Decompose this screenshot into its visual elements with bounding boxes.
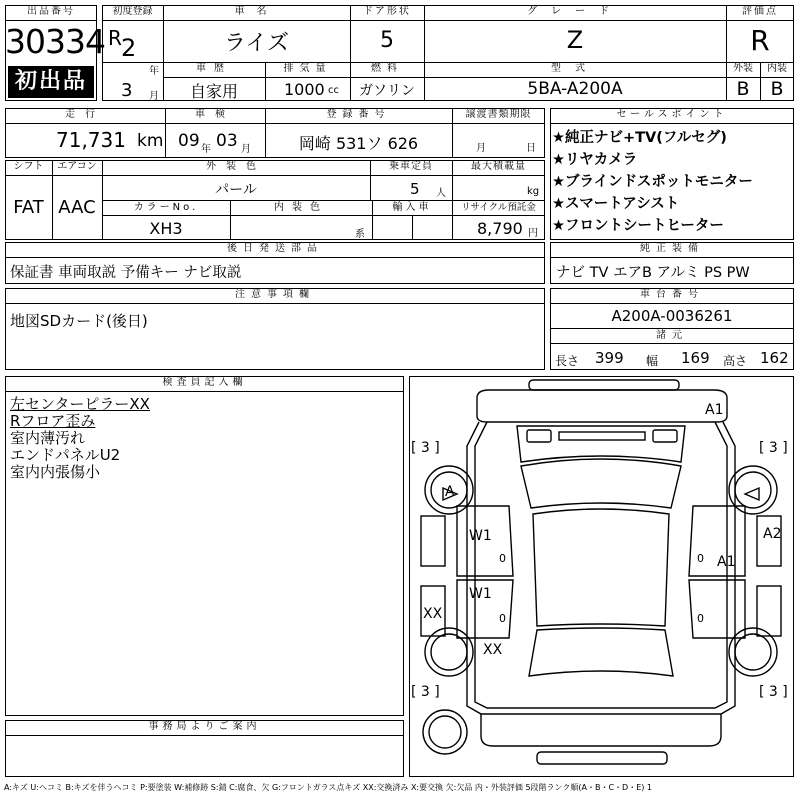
shift-label: シフト [13,161,44,172]
first-reg-label: 初度登録 [112,6,153,17]
length-label: 長さ [555,354,580,368]
int-grade-label: 内装 [767,63,787,74]
displacement-label: 排気量 [283,63,332,74]
genuine-equipment-label: 純正装備 [640,243,704,254]
transfer-day-unit: 日 [526,143,536,154]
int-color-label: 内装色 [274,202,328,213]
roof [533,509,669,626]
mark-zero: 0 [697,612,704,625]
chassis-label: 車台番号 [640,289,704,300]
inspector-notes [10,396,400,481]
inspector-label: 検査員記入欄 [162,377,247,388]
plate-label: 登録番号 [326,109,391,120]
front-bumper [529,380,679,390]
rear-bumper-outline [481,714,721,746]
ext-grade-value: B [736,78,750,100]
mileage-label: 走行 [65,109,105,120]
fuel-value: ガソリン [359,83,415,99]
recycle-unit: 円 [528,228,538,239]
mark-zero: 0 [499,552,506,565]
sales-point: ★スマートアシスト [552,196,680,212]
import-label: 輸入車 [392,202,432,213]
ext-grade-label: 外装 [733,63,753,74]
caution-text: 地図SDカード(後日) [10,312,148,330]
displacement-unit: cc [328,85,339,96]
dimensions-label: 諸元 [656,330,688,341]
width-label: 幅 [646,354,659,368]
history-value: 自家用 [189,82,238,101]
inspection-month-unit: 月 [241,144,251,155]
model-code-label: 型式 [551,63,599,74]
sales-points-label: セールスポイント [616,109,728,120]
first-listing-text: 初出品 [14,69,87,94]
reg-year: 2 [121,34,137,62]
chassis-number: A200A-0036261 [611,307,733,325]
caution-label: 注意事項欄 [235,289,315,300]
recycle-value: 8,790 [477,219,523,238]
genuine-equipment-text: ナビ TV エアB アルミ PS PW [556,265,750,281]
grade-value: Z [566,26,584,54]
ext-color-label: 外装色 [206,161,266,172]
mark-zero: 0 [499,612,506,625]
max-load-unit: kg [527,186,540,197]
capacity-value: 5 [410,180,420,198]
sales-point: ★ブラインドスポットモニター [552,174,753,190]
height-label: 高さ [723,354,748,368]
front-bumper-outline [477,390,727,422]
grade-label: グレード [527,6,623,17]
later-parts-text: 保証書 車両取説 予備キー ナビ取説 [10,265,242,281]
int-color-unit: 系 [355,229,365,240]
width-value: 169 [681,349,710,367]
reg-month: 3 [121,80,133,101]
inspection-month: 03 [216,131,238,151]
sales-point: ★フロントシートヒーター [552,218,724,234]
sales-point: ★リヤカメラ [552,152,638,168]
inspector-note: Rフロア歪み [10,412,96,430]
mark-a-left: A [445,484,455,500]
mileage-value: 71,731 [56,128,126,152]
inspection-year-unit: 年 [201,144,211,155]
year-unit: 年 [149,66,159,77]
plate-value: 岡崎 531ソ 626 [298,134,419,153]
mark-w1-rear: W1 [469,586,492,602]
height-value: 162 [760,349,789,367]
office-label: 事務局よりご案内 [148,721,261,732]
sales-point: ★純正ナビ+TV(フルセグ) [552,130,727,146]
int-grade-value: B [770,78,784,100]
mark-xx-floor: XX [483,642,503,658]
color-no-value: XH3 [149,219,183,238]
ac-label: エアコン [57,161,97,172]
mark-a1-top: A1 [705,402,724,418]
wheel-rear-left [425,628,473,676]
legend-text: A:キズ U:ヘコミ B:キズを伴うヘコミ P:要塗装 W:補修跡 S:錆 C:腐食、欠 G:フロントガラス点キズ XX:交換済み X:要交換 欠:欠品 内・外装評価 5段階ランク順(A・B・C・D・E) 1 [4,783,653,792]
inspector-note: エンドパネルU2 [10,446,121,464]
ac-value: AAC [58,197,96,218]
era: R [108,26,122,50]
car-name-label: 車名 [234,6,279,17]
door-label: ドア形状 [363,6,411,17]
fuel-label: 燃料 [371,63,403,74]
transfer-label: 譲渡書類期限 [465,109,532,120]
model-code-value: 5BA-A200A [527,79,623,99]
tread-front-left: [ 3 ] [411,440,440,456]
mileage-unit: km [137,131,164,151]
mark-a2-right: A2 [763,526,782,542]
mark-xx-left: XX [423,606,443,622]
length-value: 399 [595,349,624,367]
door-value: 5 [380,28,394,53]
mark-a1-side: A1 [717,554,736,570]
windshield [521,459,681,508]
tread-rear-right: [ 3 ] [759,684,788,700]
later-parts-label: 後日発送部品 [227,243,323,254]
rear-window [529,628,673,676]
lot-number-label: 出品番号 [27,6,75,17]
inspection-year: 09 [178,131,200,151]
car-diagram [409,376,794,777]
inspector-note: 左センターピラーXX [10,395,150,413]
mark-w1-front: W1 [469,528,492,544]
rear-bumper [537,752,667,764]
inspector-note: 室内薄汚れ [10,429,86,447]
lot-number: 30334 [5,22,105,61]
body-outline [467,422,735,714]
tread-front-right: [ 3 ] [759,440,788,456]
history-label: 車歴 [196,63,232,74]
capacity-unit: 人 [436,188,446,199]
month-unit: 月 [149,91,159,102]
right-rear-door [689,580,745,638]
sales-points-list [552,127,792,237]
inspector-note: 室内内張傷小 [10,463,101,481]
score-label: 評価点 [742,6,778,17]
car-name: ライズ [223,31,290,56]
color-no-label: カラーNo. [133,202,199,213]
transfer-month-unit: 月 [476,143,486,154]
capacity-label: 乗車定員 [389,161,433,172]
score-value: R [750,24,770,57]
displacement-value: 1000 [284,80,325,99]
recycle-label: リサイクル預託金 [461,202,536,213]
wheel-rear-right [729,628,777,676]
inspection-label: 車検 [195,109,235,120]
mark-zero: 0 [697,552,704,565]
tread-rear-left: [ 3 ] [411,684,440,700]
shift-value: FAT [13,197,44,218]
max-load-label: 最大積載量 [471,161,526,172]
ext-color-value: パール [215,182,257,198]
